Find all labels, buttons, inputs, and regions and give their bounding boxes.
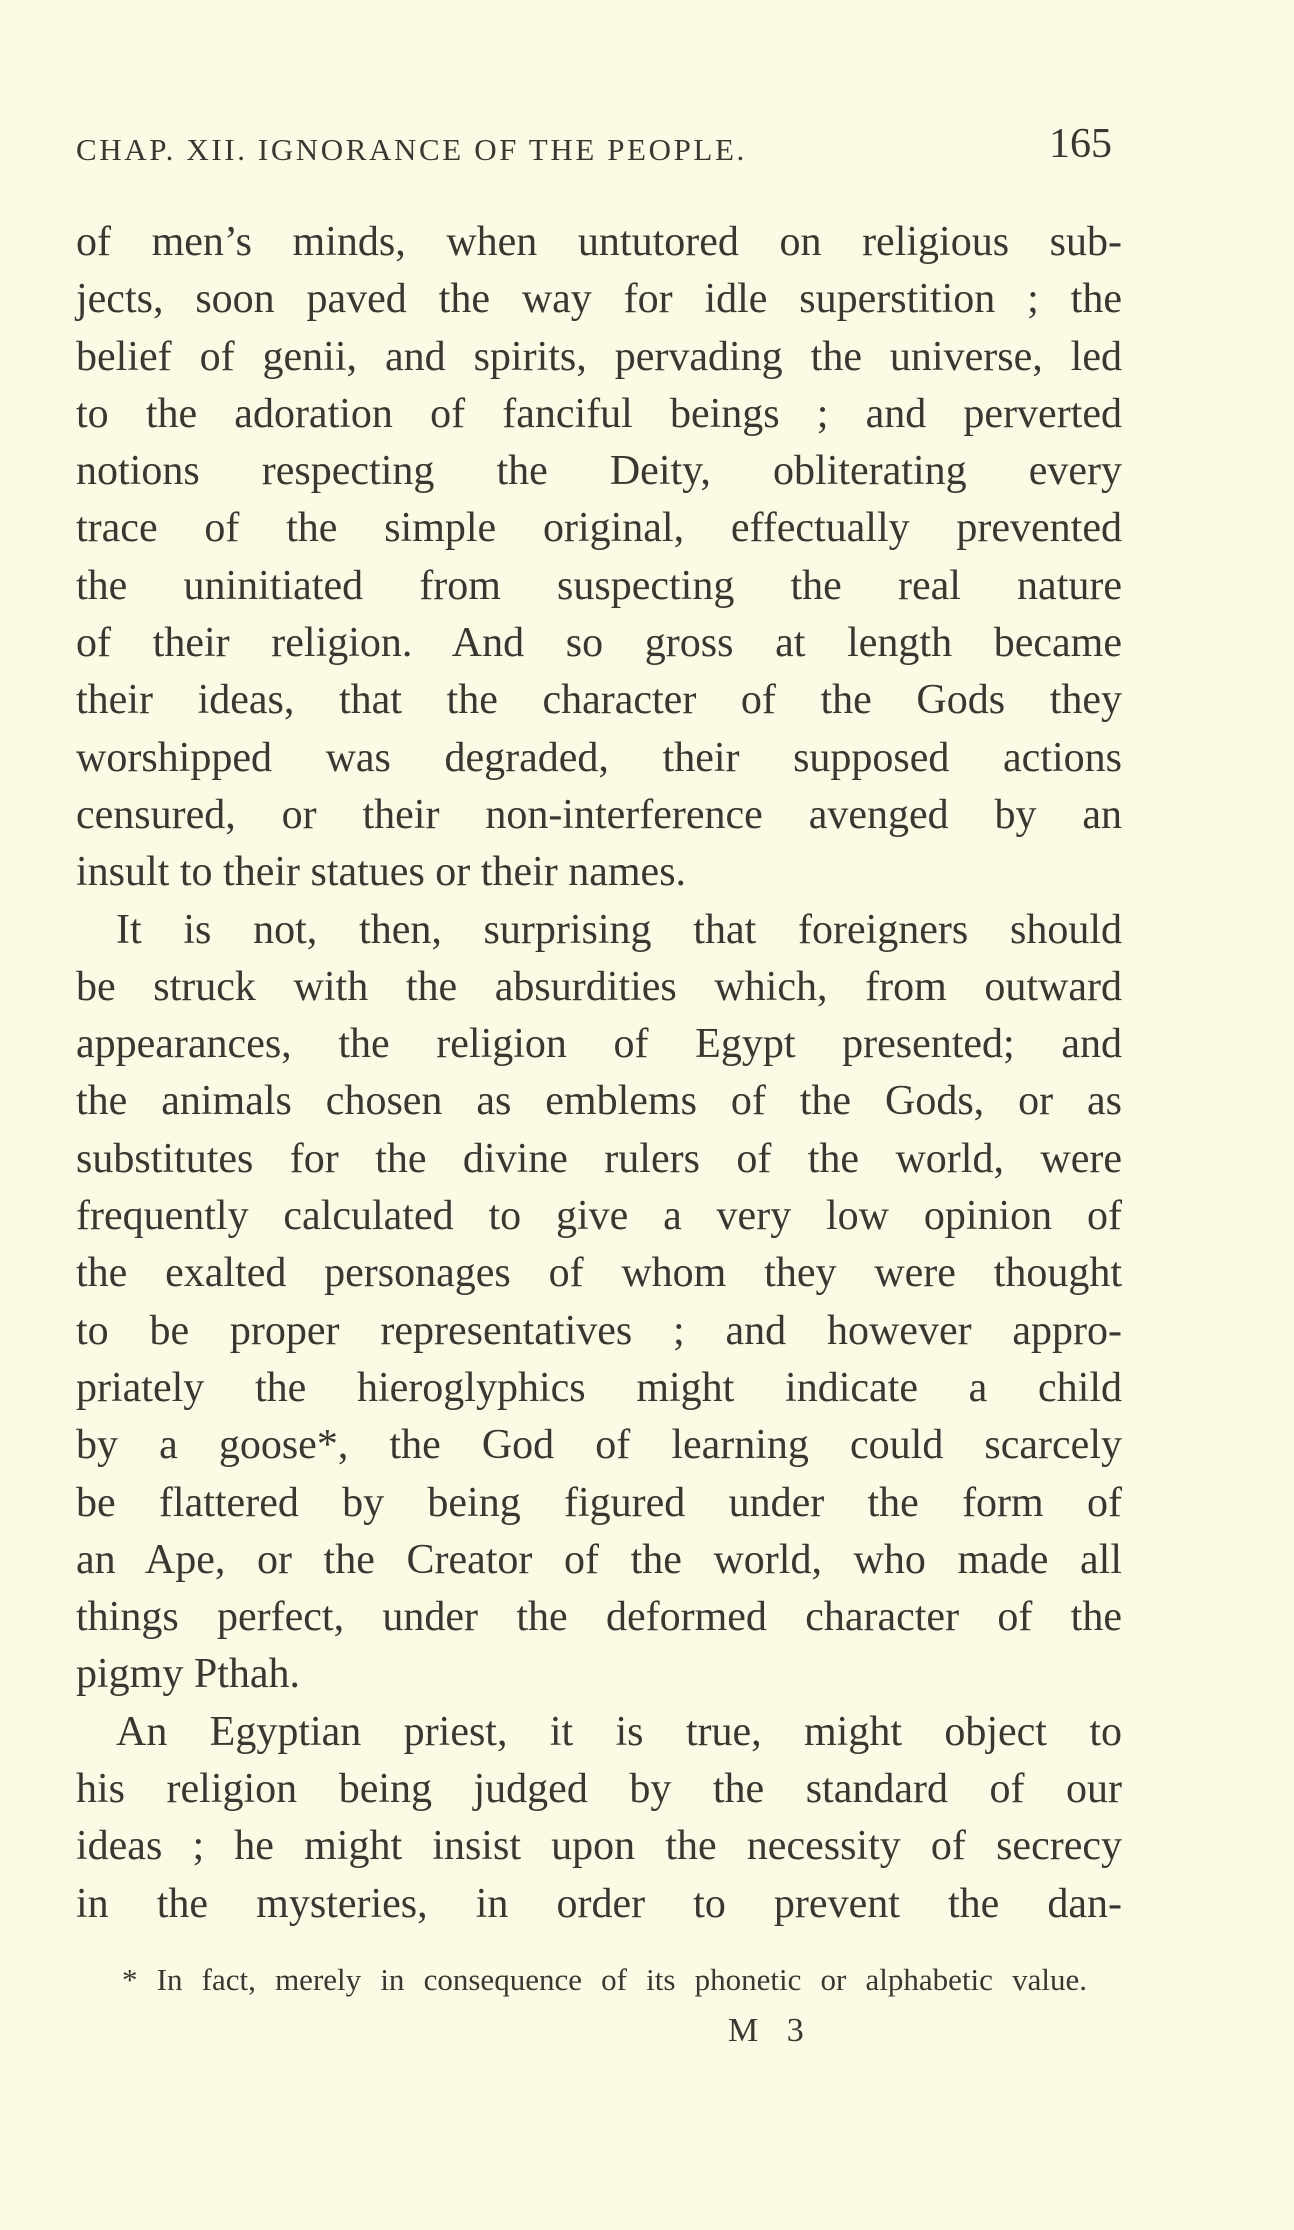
text-line: priately the hieroglyphics might indicate a child xyxy=(76,1364,1122,1411)
text-line: jects, soon paved the way for idle superstition ; the xyxy=(76,276,1122,323)
text-line: worshipped was degraded, their supposed actions xyxy=(76,734,1122,781)
text-line: things perfect, under the deformed character of the xyxy=(76,1594,1122,1641)
text-line: by a goose*, the God of learning could scarcely xyxy=(76,1422,1122,1469)
footnote: * In fact, merely in consequence of its phonetic or alphabetic value. xyxy=(122,1962,1087,1997)
text-line: insult to their statues or their names. xyxy=(76,849,687,896)
text-line: the uninitiated from suspecting the real nature xyxy=(76,562,1122,609)
text-line: his religion being judged by the standard of our xyxy=(76,1766,1122,1813)
text-line: of men’s minds, when untutored on religious sub- xyxy=(76,219,1122,265)
running-header xyxy=(76,121,1122,174)
text-line: belief of genii, and spirits, pervading the universe, led xyxy=(76,333,1122,380)
text-line: frequently calculated to give a very low opinion of xyxy=(76,1193,1122,1240)
page-number: 165 xyxy=(1049,121,1112,167)
text-line: be struck with the absurdities which, from outward xyxy=(76,963,1122,1010)
text-line: appearances, the religion of Egypt presented; and xyxy=(76,1021,1122,1068)
text-line: An Egyptian priest, it is true, might object to xyxy=(116,1708,1122,1755)
text-line: the exalted personages of whom they were thought xyxy=(76,1250,1122,1297)
text-line: of their religion. And so gross at length became xyxy=(76,620,1122,667)
text-line: their ideas, that the character of the Gods they xyxy=(76,677,1122,724)
text-line: to be proper representatives ; and however appro- xyxy=(76,1307,1122,1354)
text-line: substitutes for the divine rulers of the world, were xyxy=(76,1135,1122,1182)
text-line: an Ape, or the Creator of the world, who made all xyxy=(76,1536,1122,1583)
text-line: pigmy Pthah. xyxy=(76,1651,301,1698)
text-line: notions respecting the Deity, obliterating every xyxy=(76,448,1122,495)
signature-mark: M 3 xyxy=(728,2012,814,2049)
text-line: to the adoration of fanciful beings ; and perverted xyxy=(76,390,1122,437)
text-line: trace of the simple original, effectually prevented xyxy=(76,505,1122,552)
text-line: the animals chosen as emblems of the Gods, or as xyxy=(76,1078,1122,1125)
text-line: in the mysteries, in order to prevent the dan- xyxy=(76,1880,1122,1927)
text-line: censured, or their non-interference avenged by an xyxy=(76,791,1122,838)
text-line: ideas ; he might insist upon the necessity of secrecy xyxy=(76,1823,1122,1870)
text-line: It is not, then, surprising that foreigners should xyxy=(116,906,1122,953)
text-line: be flattered by being figured under the form of xyxy=(76,1479,1122,1526)
body-text xyxy=(76,214,1122,1933)
running-title: CHAP. XII. IGNORANCE OF THE PEOPLE. xyxy=(76,132,747,167)
